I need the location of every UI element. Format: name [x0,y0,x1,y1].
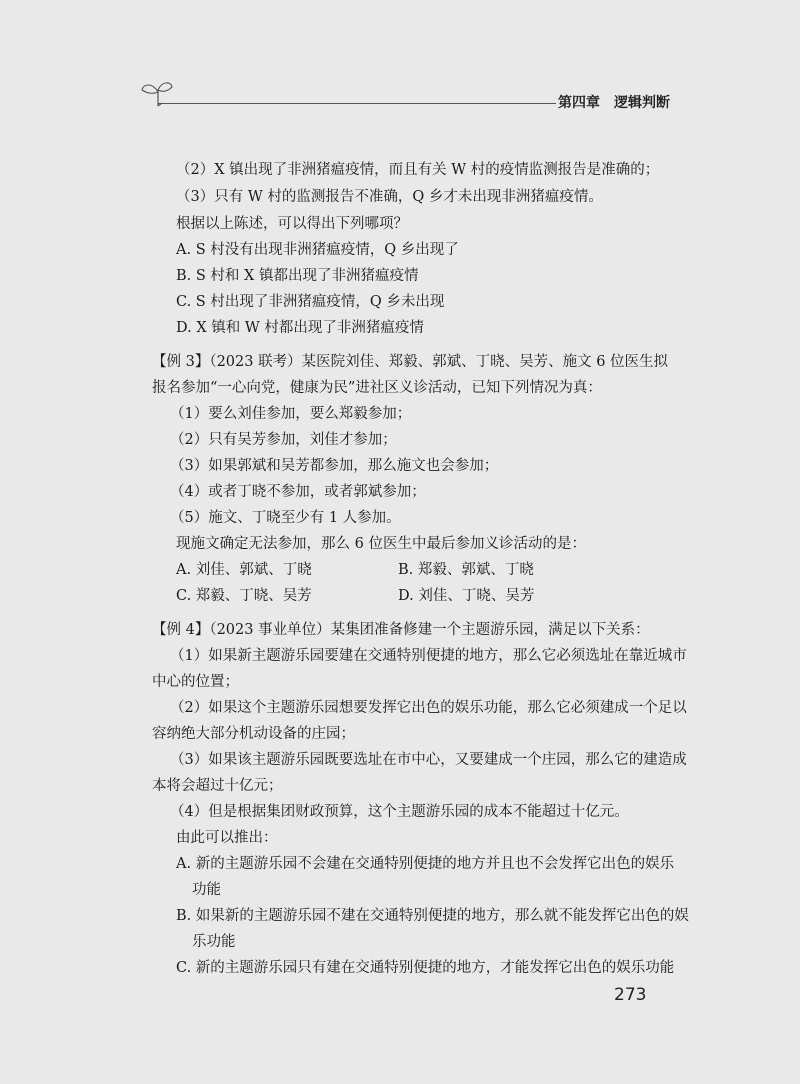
text-line: （4）或者丁晓不参加，或者郭斌参加； [170,484,426,500]
text-line: 容纳绝大部分机动设备的庄园； [152,726,355,742]
text-line: （2）如果这个主题游乐园想要发挥它出色的娱乐功能，那么它必须建成一个足以 [170,700,687,716]
option-b: B. 如果新的主题游乐园不建在交通特别便捷的地方，那么就不能发挥它出色的娱 [176,908,689,924]
chapter-label: 第四章 [558,95,600,111]
option-c: C. 郑毅、丁晓、吴芳 [176,588,312,604]
option-b-continued: 乐功能 [192,934,236,950]
option-d: D. 刘佳、丁晓、吴芳 [398,588,535,604]
text-line: （3）如果该主题游乐园既要选址在市中心，又要建成一个庄园，那么它的建造成 [170,752,687,768]
text-line: （5）施文、丁晓至少有 1 人参加。 [170,510,401,526]
option-a: A. 新的主题游乐园不会建在交通特别便捷的地方并且也不会发挥它出色的娱乐 [176,856,675,872]
text-line: 由此可以推出： [176,830,278,846]
option-b: B. S 村和 X 镇都出现了非洲猪瘟疫情 [176,268,419,284]
option-a: A. 刘佳、郭斌、丁晓 [176,562,312,578]
header-rule [158,103,556,104]
text-line: 根据以上陈述，可以得出下列哪项？ [176,216,408,232]
example-3-heading: 【例 3】（2023 联考）某医院刘佳、郑毅、郭斌、丁晓、吴芳、施文 6 位医生拟 [152,354,669,370]
example-4-heading: 【例 4】（2023 事业单位）某集团准备修建一个主题游乐园，满足以下关系： [152,622,650,638]
text-line: （1）如果新主题游乐园要建在交通特别便捷的地方，那么它必须选址在靠近城市 [170,648,687,664]
text-line: 本将会超过十亿元； [152,778,283,794]
option-a-continued: 功能 [192,882,221,898]
text-line: （3）只有 W 村的监测报告不准确，Q 乡才未出现非洲猪瘟疫情。 [176,189,603,205]
option-a: A. S 村没有出现非洲猪瘟疫情，Q 乡出现了 [176,242,459,258]
text-line: （2）只有吴芳参加，刘佳才参加； [170,432,397,448]
text-line: （1）要么刘佳参加，要么郑毅参加； [170,406,412,422]
text-line: （3）如果郭斌和吴芳都参加，那么施文也会参加； [170,458,499,474]
chapter-title: 逻辑判断 [614,95,670,111]
option-c: C. 新的主题游乐园只有建在交通特别便捷的地方，才能发挥它出色的娱乐功能 [176,960,675,976]
option-b: B. 郑毅、郭斌、丁晓 [398,562,534,578]
option-d: D. X 镇和 W 村都出现了非洲猪瘟疫情 [176,320,424,336]
running-header [558,92,670,114]
text-line: 报名参加“一心向党，健康为民”进社区义诊活动，已知下列情况为真： [152,380,602,396]
text-line: （4）但是根据集团财政预算，这个主题游乐园的成本不能超过十亿元。 [170,804,629,820]
text-line: 中心的位置； [152,674,239,690]
text-line: 现施文确定无法参加，那么 6 位医生中最后参加义诊活动的是： [176,536,586,552]
option-c: C. S 村出现了非洲猪瘟疫情，Q 乡未出现 [176,294,445,310]
text-line: （2）X 镇出现了非洲猪瘟疫情，而且有关 W 村的疫情监测报告是准确的； [176,162,660,178]
page-number: 273 [614,985,647,1005]
